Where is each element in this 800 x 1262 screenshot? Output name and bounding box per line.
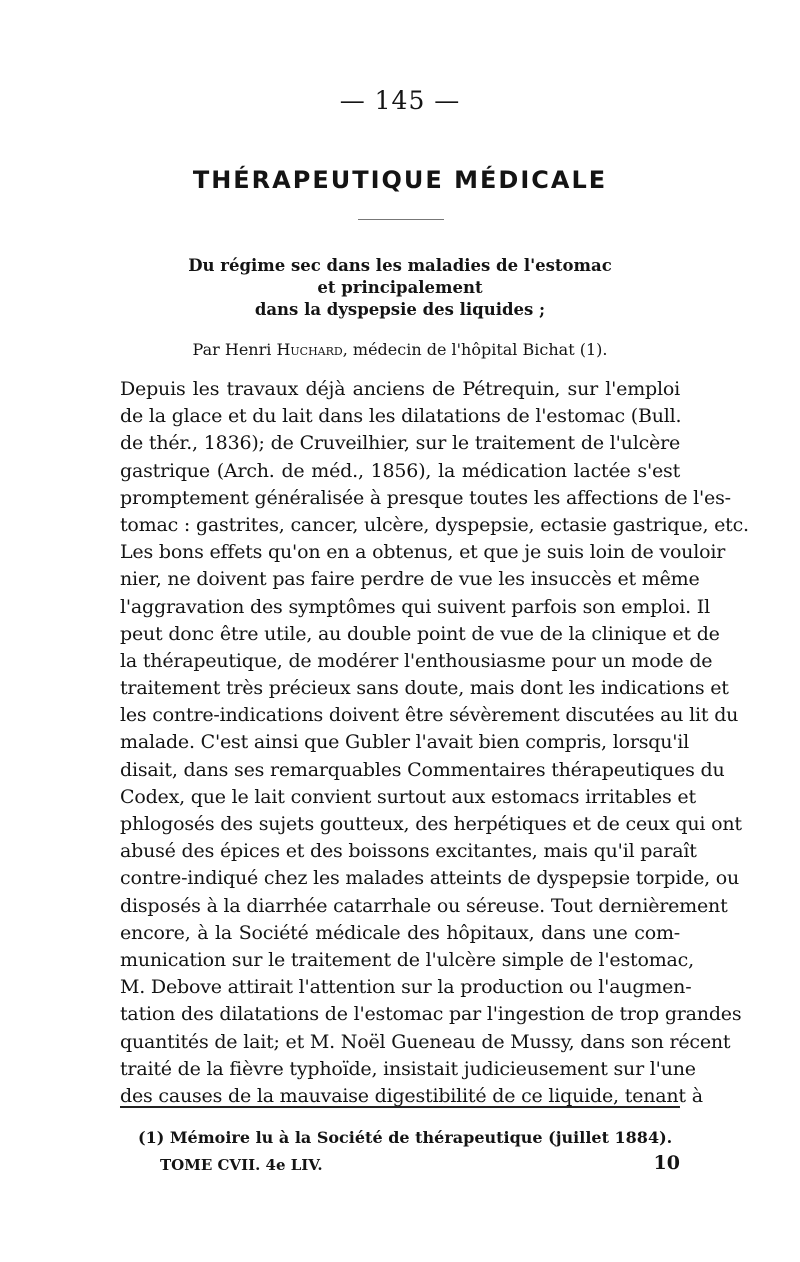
body-line: phlogosés des sujets goutteux, des herpétiques et de ceux qui ont (120, 813, 742, 835)
body-line: abusé des épices et des boissons excitantes, mais qu'il paraît (120, 840, 697, 863)
body-line: les contre-indications doivent être sévèrement discutées au lit du (120, 704, 739, 727)
article-title-line: dans la dyspepsie des liquides ; (254, 300, 546, 319)
body-line: traité de la fièvre typhoïde, insistait judicieusement sur l'une (120, 1057, 696, 1080)
article-title-line: et principalement (317, 278, 483, 297)
body-line: malade. C'est ainsi que Gubler l'avait bien compris, lorsqu'il (120, 731, 690, 754)
body-line: gastrique (Arch. de méd., 1856), la médication lactée s'est (120, 459, 680, 482)
body-line: Codex, que le lait convient surtout aux estomacs irritables et (120, 785, 696, 808)
author-name: Huchard (276, 340, 343, 359)
body-line: disait, dans ses remarquables Commentaires thérapeutiques du (120, 758, 725, 781)
body-line: promptement généralisée à presque toutes les affections de l'es- (120, 486, 731, 509)
page-number: — 145 — (339, 86, 461, 115)
byline-prefix: Par Henri (192, 340, 277, 359)
body-line: quantités de lait; et M. Noël Gueneau de Mussy, dans son récent (120, 1030, 731, 1053)
body-line: Depuis les travaux déjà anciens de Pétrequin, sur l'emploi (120, 378, 680, 400)
article-title (0, 255, 800, 321)
body-text (120, 376, 749, 1110)
body-line: de thér., 1836); de Cruveilhier, sur le traitement de l'ulcère (120, 432, 680, 455)
footnote-divider (120, 1106, 680, 1108)
body-line: l'aggravation des symptômes qui suivent parfois son emploi. Il (120, 595, 710, 618)
byline-suffix: , médecin de l'hôpital Bichat (1). (342, 340, 608, 359)
volume-signature: TOME CVII. 4e LIV. (160, 1156, 323, 1174)
byline (0, 340, 800, 359)
body-line: peut donc être utile, au double point de vue de la clinique et de (120, 622, 720, 645)
body-line: munication sur le traitement de l'ulcère simple de l'estomac, (120, 948, 694, 971)
signature-line (160, 1152, 680, 1174)
body-line: nier, ne doivent pas faire perdre de vue les insuccès et même (120, 568, 700, 591)
section-title: THÉRAPEUTIQUE MÉDICALE (192, 166, 608, 194)
body-line: des causes de la mauvaise digestibilité de ce liquide, tenant à (120, 1084, 703, 1107)
article-title-line: Du régime sec dans les maladies de l'estomac (188, 256, 612, 275)
body-line: disposés à la diarrhée catarrhale ou séreuse. Tout dernièrement (120, 894, 728, 917)
sheet-number: 10 (653, 1152, 680, 1174)
body-line: de la glace et du lait dans les dilatations de l'estomac (Bull. (120, 405, 682, 428)
body-line: tomac : gastrites, cancer, ulcère, dyspepsie, ectasie gastrique, etc. (120, 513, 749, 536)
title-divider (358, 219, 444, 220)
footnote: (1) Mémoire lu à la Société de thérapeutique (juillet 1884). (138, 1128, 673, 1147)
body-line: traitement très précieux sans doute, mais dont les indications et (120, 677, 729, 700)
body-line: Les bons effets qu'on en a obtenus, et que je suis loin de vouloir (120, 541, 726, 564)
body-line: encore, à la Société médicale des hôpitaux, dans une com- (120, 921, 680, 944)
body-line: tation des dilatations de l'estomac par l'ingestion de trop grandes (120, 1003, 742, 1026)
body-line: M. Debove attirait l'attention sur la production ou l'augmen- (120, 976, 692, 999)
body-line: contre-indiqué chez les malades atteints de dyspepsie torpide, ou (120, 867, 740, 890)
body-line: la thérapeutique, de modérer l'enthousiasme pour un mode de (120, 649, 713, 672)
